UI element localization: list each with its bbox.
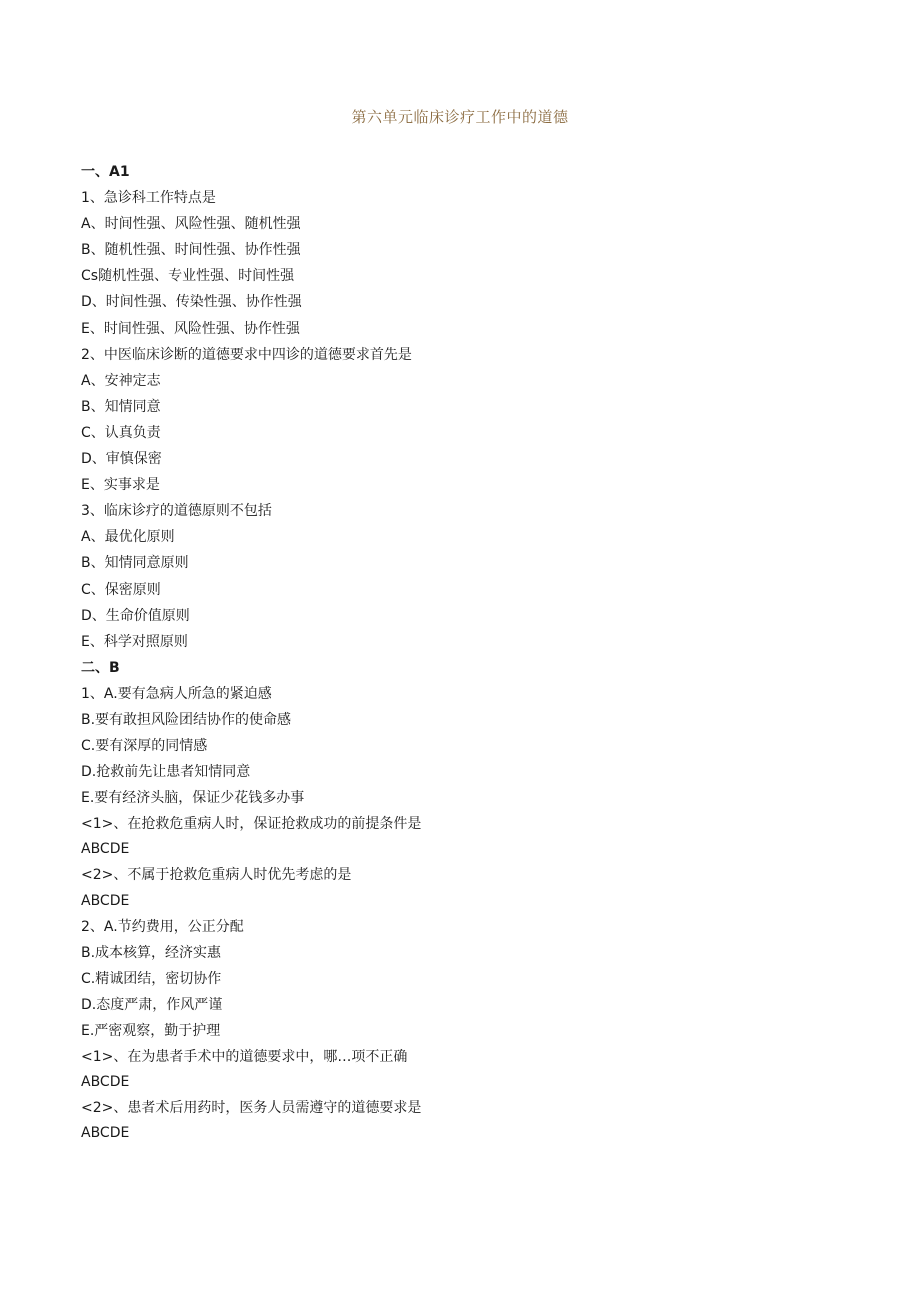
option-text: B.要有敢担风险团结协作的使命感 [81, 711, 292, 728]
question-text: <1>、在抢救危重病人时，保证抢救成功的前提条件是 [81, 816, 422, 833]
question-text: <1>、在为患者手术中的道德要求中，哪…项不正确 [81, 1049, 408, 1065]
section-heading: 一、A1 [81, 164, 130, 180]
option-text: C、认真负责 [81, 424, 161, 441]
option-text: B、知情同意原则 [81, 555, 189, 572]
answer-choices: ABCDE [81, 841, 130, 858]
question-text: 2、A.节约费用，公正分配 [81, 918, 244, 935]
answer-choices: ABCDE [81, 1125, 130, 1142]
question-text: 3、临床诊疗的道德原则不包括 [81, 503, 272, 520]
option-text: A、最优化原则 [81, 529, 175, 546]
option-text: E、时间性强、风险性强、协作性强 [81, 320, 300, 337]
option-text: D.态度严肃，作风严谨 [81, 996, 223, 1013]
option-text: B、知情同意 [81, 398, 161, 415]
question-text: <2>、患者术后用药时，医务人员需遵守的道德要求是 [81, 1100, 422, 1117]
question-text: <2>、不属于抢救危重病人时优先考虑的是 [81, 867, 352, 884]
option-text: C.要有深厚的同情感 [81, 738, 208, 755]
answer-choices: ABCDE [81, 1074, 130, 1091]
option-text: A、安神定志 [81, 372, 161, 389]
option-text: B、随机性强、时间性强、协作性强 [81, 242, 301, 259]
option-text: C.精诚团结，密切协作 [81, 970, 222, 987]
option-text: A、时间性强、风险性强、随机性强 [81, 216, 301, 233]
option-text: C、保密原则 [81, 581, 161, 598]
question-list [81, 159, 861, 1146]
option-text: E、实事求是 [81, 477, 160, 494]
option-text: E、科学对照原则 [81, 633, 188, 650]
option-text: E.严密观察，勤于护理 [81, 1022, 221, 1039]
question-text: 1、A.要有急病人所急的紧迫感 [81, 685, 272, 702]
question-text: 2、中医临床诊断的道德要求中四诊的道德要求首先是 [81, 346, 412, 363]
question-text: 1、急诊科工作特点是 [81, 190, 216, 207]
option-text: B.成本核算，经济实惠 [81, 944, 222, 961]
option-text: E.要有经济头脑，保证少花钱多办事 [81, 790, 305, 807]
option-text: D、时间性强、传染性强、协作性强 [81, 294, 302, 311]
option-text: D、审慎保密 [81, 451, 162, 468]
answer-choices: ABCDE [81, 892, 130, 909]
option-text: D.抢救前先让患者知情同意 [81, 764, 251, 781]
document-title: 第六单元临床诊疗工作中的道德 [351, 108, 569, 126]
section-heading: 二、B [81, 659, 120, 676]
option-text: Cs随机性强、专业性强、时间性强 [81, 268, 295, 285]
option-text: D、生命价值原则 [81, 607, 190, 624]
